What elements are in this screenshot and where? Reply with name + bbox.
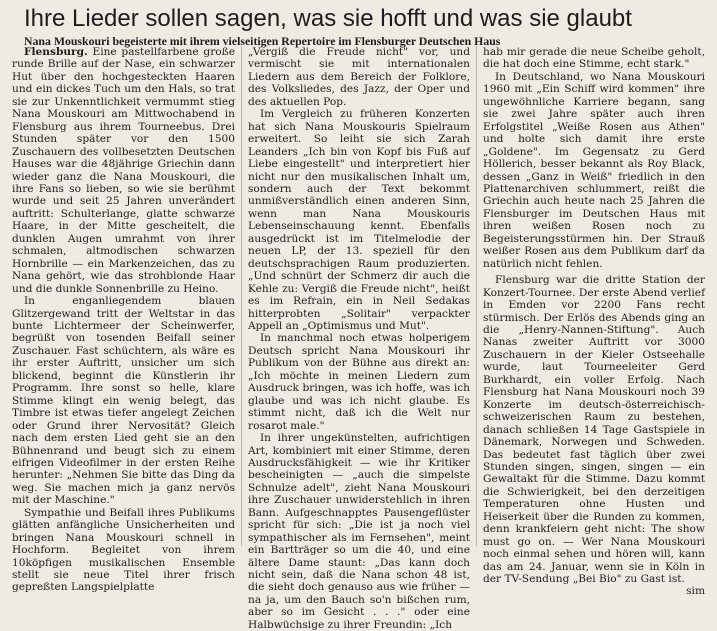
article-column-1 xyxy=(6,46,241,594)
article-paragraph: hab mir gerade die neue Scheibe geholt, die hat doch eine Stimme, echt stark." xyxy=(483,46,705,71)
dateline: Flensburg. xyxy=(24,46,88,58)
article-paragraph: In ihrer ungekünstelten, aufrichtigen Art, kombiniert mit einer Stimme, deren Ausdrucksfähigkeit — wie ihr Kritiker bescheinigten — „auch die simpelste Schnulze adelt", zieht Nana Mouskouri ihre Zuschauer unwiderstehlich in ihren Bann. Aufgeschnapptes Pausengeflüster spricht für sich: „Die ist ja noch viel sympathischer als im Fernsehen", meint ein Bartträger so um die 40, und eine ältere Dame staunt: „Das kann doch nicht sein, daß die Nana schon 48 ist, die sieht doch genauso aus wie früher — na ja, um den Bauch so'n bißchen rum, aber so im Gesicht . . ." oder eine Halbwüchsige zu ihrer Freundin: „Ich xyxy=(248,432,470,631)
article-column-2 xyxy=(241,46,476,631)
headline: Ihre Lieder sollen sagen, was sie hofft und was sie glaubt xyxy=(24,5,632,32)
article-paragraph: In manchmal noch etwas holperigem Deutsch spricht Nana Mouskouri ihr Publikum von der Bühne aus direkt an: „Ich möchte in meinen Liedern zum Ausdruck bringen, was ich hoffe, was ich glaube und was ich nicht glaube. Es stimmt nicht, daß ich die Welt nur rosarot male." xyxy=(248,332,470,432)
subheadline: Nana Mouskouri begeisterte mit ihrem vielseitigen Repertoire im Flensburger Deutschen Haus xyxy=(24,34,501,48)
article-body xyxy=(6,46,711,631)
article-paragraph: In enganliegendem blauen Glitzergewand tritt der Weltstar in das bunte Lichtermeer der Scheinwerfer, begrüßt von tosenden Beifall seiner Zuschauer. Fast schüchtern, als wäre es ihr erster Auftritt, unsicher um sich blickend, beginnt die Künstlerin ihr Programm. Ihre sonst so helle, klare Stimme klingt ein wenig belegt, das Timbre ist etwas tiefer angelegt Zeichen oder Grund ihrer Nervosität? Gleich nach dem ersten Lied geht sie an den Bühnenrand und beugt sich zu einem eifrigen Videofilmer in der ersten Reihe herunter: „Nehmen Sie bitte das Ding da weg. Sie machen mich ja ganz nervös mit der Maschine." xyxy=(12,295,235,507)
article-paragraph: In Deutschland, wo Nana Mouskouri 1960 mit „Ein Schiff wird kommen" ihre ungewöhnliche Karriere begann, sang sie zwei Jahre später auch ihren Erfolgstitel „Weiße Rosen aus Athen" und holte sich damit ihre erste „Goldene". Im Gegensatz zu Gerd Höllerich, besser bekannt als Roy Black, dessen „Ganz in Weiß" friedlich in den Plattenarchiven schlummert, reißt die Griechin auch heute nach 25 Jahren die Flensburger im Deutschen Haus mit ihren weißen Rosen noch zu Begeisterungsstürmen hin. Der Strauß weißer Rosen aus dem Publikum darf da natürlich nicht fehlen. xyxy=(483,70,705,270)
article-paragraph: Im Vergleich zu früheren Konzerten hat sich Nana Mouskouris Spielraum erweitert. So leiht sie sich Zarah Leanders „Ich bin von Kopf bis Fuß auf Liebe eingestellt" und interpretiert hier nicht nur den musikalischen Inhalt um, sondern auch der Text bekommt unmißverständlich einen anderen Sinn, wenn man Nana Mouskouris Lebenseinschauung kennt. Ebenfalls ausgedrückt ist im Titelmelodie der neuen LP, der 13. speziell für den deutschsprachigen Raum produzierten. „Und schnürt der Schmerz dir auch die Kehle zu: Vergiß die Freude nicht", heißt es im Refrain, ein in Neil Sedakas hitterprobten „Solitair" verpackter Appell an „Optimismus und Mut". xyxy=(248,108,470,332)
author-signature: sim xyxy=(686,585,705,598)
article-paragraph: „Vergiß die Freude nicht" vor, und vermischt sie mit internationalen Liedern aus dem Bereich der Folklore, des Volksliedes, des Jazz, der Oper und des aktuellen Pop. xyxy=(248,46,470,108)
article-paragraph: Sympathie und Beifall ihres Publikums glätten anfängliche Unsicherheiten und bringen Nana Mouskouri schnell in Hochform. Begleitet von ihrem 10köpfigen musikalischen Ensemble stellt sie neue Titel ihrer frisch gepreßten Langspielplatte xyxy=(12,506,235,594)
article-paragraph: Flensburg. Eine pastellfarbene große runde Brille auf der Nase, ein schwarzer Hut über den hochgesteckten Haaren und ein dickes Tuch um den Hals, so trat sie zur Unkenntlichkeit vermummt stieg Nana Mouskouri am Mittwochabend in Flensburg aus ihrem Tourneebus. Drei Stunden später vor den 1500 Zuschauern des vollbesetzten Deutschen Hauses war die 48jährige Griechin dann wieder ganz die Nana Mouskouri, die ihre Fans so lieben, so wie sie berühmt wurde und seit 25 Jahren unverändert auftritt: Schulterlange, glatte schwarze Haare, in der Mitte gescheitelt, die dunklen Augen umrahmt von ihrer schmalen, altmodischen schwarzen Hornbrille — ein Markenzeichen, das zu Nana gehört, wie das strohblonde Haar und die dunkle Sonnenbrille zu Heino. xyxy=(12,46,235,295)
article-column-3 xyxy=(476,46,711,598)
article-paragraph: Flensburg war die dritte Station der Konzert-Tournee. Der erste Abend verlief in Emden vor 2200 Fans recht stürmisch. Der Erlös des Abends ging an die „Henry-Nannen-Stiftung". Auch Nanas zweiter Auftritt vor 3000 Zuschauern in der Kieler Ostseehalle wurde, laut Tourneeleiter Gerd Burkhardt, ein voller Erfolg. Nach Flensburg hat Nana Mouskouri noch 39 Konzerte im deutsch-österreichisch-schweizerischen Raum zu bestehen, danach schließen 14 Tage Gastspiele in Dänemark, Norwegen und Schweden. Das bedeutet fast täglich über zwei Stunden singen, singen, singen — ein Gewaltakt für die Stimme. Dazu kommt die Schwierigkeit, bei den derzeitigen Temperaturen ohne Husten und Heiserkeit über die Runden zu kommen, denn krankfeiern geht nicht: The show must go on. — Wer Nana Mouskouri noch einmal sehen und hören will, kann das am 24. Januar, wenn sie in Köln in der TV-Sendung „Bei Bio" zu Gast ist. sim xyxy=(483,274,705,598)
